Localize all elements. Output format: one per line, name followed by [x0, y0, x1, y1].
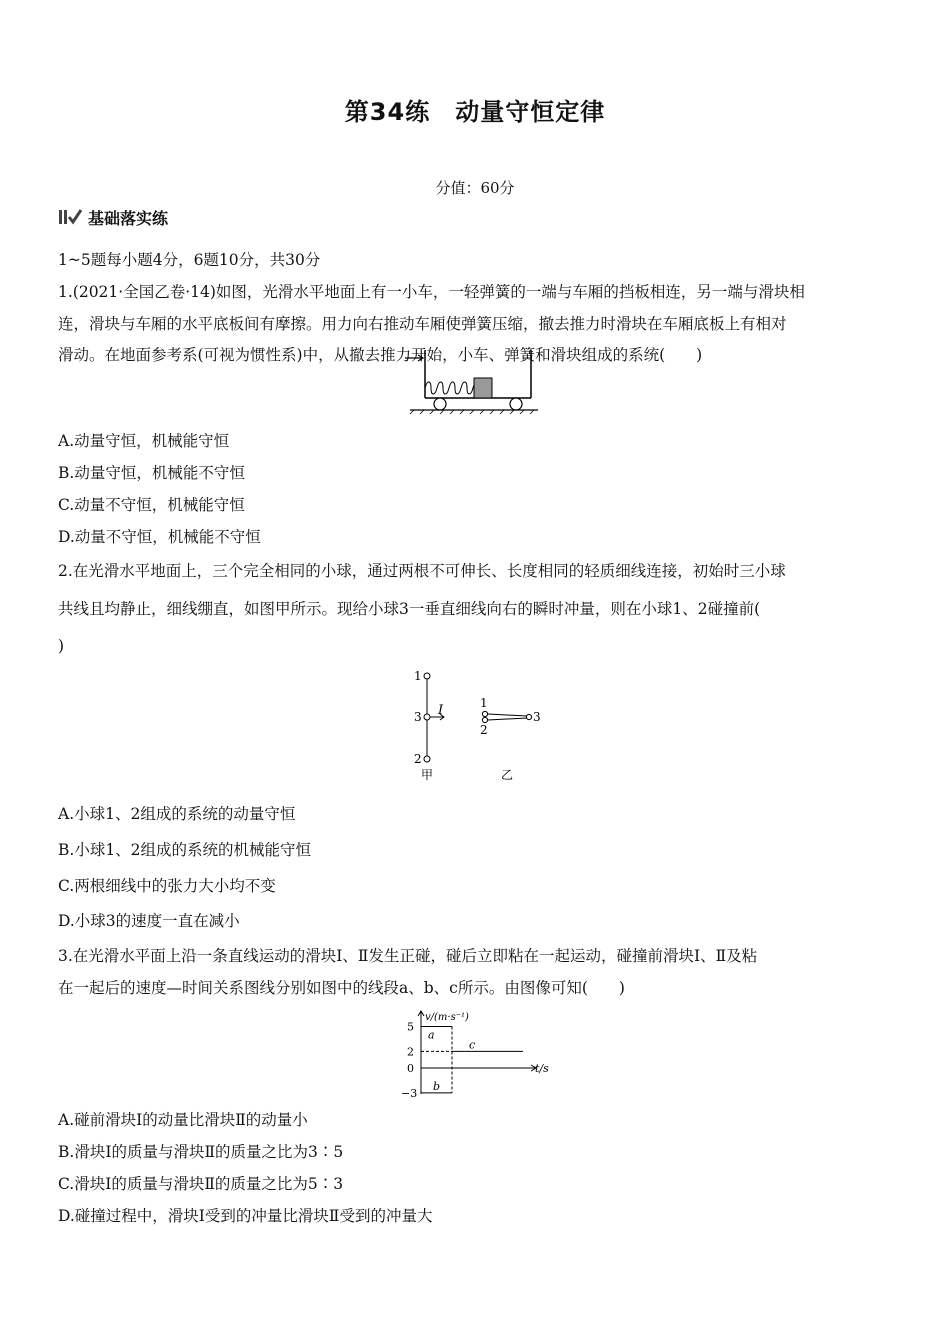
q3-option-a: A.碰前滑块Ⅰ的动量比滑块Ⅱ的动量小 — [58, 1111, 308, 1129]
q1-option-d: D.动量不守恒，机械能不守恒 — [58, 528, 261, 546]
section-header — [58, 206, 168, 228]
fig2-ball-3-label: 3 — [533, 710, 541, 724]
q3-option-c: C.滑块Ⅰ的质量与滑块Ⅱ的质量之比为5∶3 — [58, 1175, 344, 1193]
fig2-ball-1-label: 1 — [480, 696, 488, 710]
q2-option-d: D.小球3的速度一直在减小 — [58, 912, 240, 930]
q2-stem-line-3: ) — [58, 637, 65, 655]
q3-stem-line-1: 3.在光滑水平面上沿一条直线运动的滑块Ⅰ、Ⅱ发生正碰，碰后立即粘在一起运动，碰撞前滑块Ⅰ、Ⅱ及粘 — [58, 947, 758, 965]
q2-option-c: C.两根细线中的张力大小均不变 — [58, 877, 276, 895]
fig-ball-3-label: 3 — [414, 710, 422, 724]
q1-option-a: A.动量守恒，机械能守恒 — [58, 432, 230, 450]
velocity-time-chart — [395, 1008, 560, 1098]
q1-option-c: C.动量不守恒，机械能守恒 — [58, 496, 245, 514]
chart-ytick-5: 5 — [407, 1020, 414, 1034]
chart-ytick-neg3: −3 — [401, 1086, 418, 1098]
chart-ytick-2: 2 — [407, 1045, 414, 1059]
q2-stem-line-1: 2.在光滑水平地面上，三个完全相同的小球，通过两根不可伸长、长度相同的轻质细线连接，初始时三小球 — [58, 562, 786, 580]
checklist-icon — [58, 208, 82, 226]
score-intro: 1~5题每小题4分，6题10分，共30分 — [58, 251, 321, 269]
three-balls-figure — [405, 664, 555, 786]
fig-impulse-label: I — [438, 703, 444, 718]
q2-option-b: B.小球1、2组成的系统的机械能守恒 — [58, 841, 312, 859]
q2-stem-line-2: 共线且均静止，细线绷直，如图甲所示。现给小球3一垂直细线向右的瞬时冲量，则在小球1、2碰撞前( — [58, 600, 761, 618]
chart-xlabel: t/s — [535, 1062, 549, 1075]
section-label: 基础落实练 — [88, 208, 169, 228]
fig-label-yi: 乙 — [501, 768, 514, 782]
fig-label-jia: 甲 — [421, 768, 434, 782]
chart-ytick-0: 0 — [407, 1062, 414, 1075]
q1-stem-line-2: 连，滑块与车厢的水平底板间有摩擦。用力向右推动车厢使弹簧压缩，撤去推力时滑块在车厢底板上有相对 — [58, 315, 787, 333]
q2-option-a: A.小球1、2组成的系统的动量守恒 — [58, 805, 296, 823]
fig-ball-1-label: 1 — [414, 669, 422, 683]
fig2-ball-2-label: 2 — [480, 723, 488, 737]
q1-stem-line-3: 滑动。在地面参考系(可视为惯性系)中，从撤去推力开始，小车、弹簧和滑块组成的系统( ) — [58, 346, 703, 364]
q1-option-b: B.动量守恒，机械能不守恒 — [58, 464, 245, 482]
chart-label-b: b — [433, 1079, 441, 1093]
fig-ball-2-label: 2 — [414, 752, 422, 766]
page-title: 第34练 动量守恒定律 — [344, 98, 606, 126]
score-label: 分值：60分 — [435, 179, 515, 197]
chart-ylabel: v/(m·s⁻¹) — [425, 1012, 469, 1023]
q3-option-b: B.滑块Ⅰ的质量与滑块Ⅱ的质量之比为3∶5 — [58, 1143, 344, 1161]
cart-spring-figure — [400, 346, 540, 414]
chart-label-c: c — [469, 1038, 476, 1052]
chart-label-a: a — [428, 1028, 435, 1042]
q1-stem-line-1: 1.(2021·全国乙卷·14)如图，光滑水平地面上有一小车，一轻弹簧的一端与车厢的挡板相连，另一端与滑块相 — [58, 283, 805, 301]
q3-option-d: D.碰撞过程中，滑块Ⅰ受到的冲量比滑块Ⅱ受到的冲量大 — [58, 1207, 433, 1225]
q3-stem-line-2: 在一起后的速度—时间关系图线分别如图中的线段a、b、c所示。由图像可知( ) — [58, 979, 625, 997]
